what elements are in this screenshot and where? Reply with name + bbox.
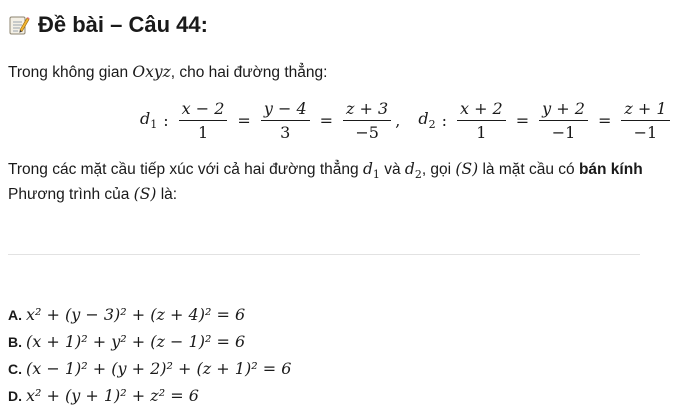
para1-d2-letter: d [404,160,415,178]
d1-z-den: −5 [355,122,379,142]
d1-trail: , [395,110,401,130]
para1-d1 [362,160,380,181]
d1-fraction-y [261,99,310,142]
d1-y-num: y − 4 [261,99,310,121]
para1-text-3: , gọi [421,161,456,178]
equals-sign: = [237,110,251,130]
para1-d2 [404,160,422,181]
problem-title [8,12,208,38]
d2-fraction-x [457,99,506,142]
d1-x-den: 1 [197,122,209,142]
memo-icon [8,14,30,36]
option-d-formula: x² + (y + 1)² + z² = 6 [26,386,199,405]
d2-z-den: −1 [633,122,658,142]
option-c-formula: (x − 1)² + (y + 2)² + (z + 1)² = 6 [26,359,292,378]
d2-fraction-y [539,99,588,142]
equals-sign: = [515,110,530,130]
condition-paragraph [8,160,643,181]
d2-y-num: y + 2 [539,99,588,121]
d2-x-den: 1 [476,122,487,142]
para1-text-4: là mặt cầu có [478,161,579,178]
equals-sign: = [597,110,612,130]
line-d2-name [418,109,435,131]
colon: : [163,110,169,130]
line-d2-letter: d [418,109,429,128]
para1-d1-letter: d [362,160,373,178]
para2-text-2: là: [156,186,178,203]
para1-bold: bán kính [578,161,643,178]
d2-y-den: −1 [551,122,576,142]
option-b-formula: (x + 1)² + y² + (z − 1)² = 6 [26,332,246,351]
option-b-label: B. [8,334,22,350]
option-b[interactable] [8,332,245,351]
para1-d1-sub: 1 [372,168,380,181]
para2-text-1: Phương trình của [8,186,134,203]
para1-sphere: (S) [455,160,479,178]
d1-fraction-x [179,99,228,142]
d1-z-num: z + 3 [343,99,391,121]
d1-fraction-z [343,99,391,142]
option-d-label: D. [8,388,22,404]
line-d1-sub: 1 [150,118,158,131]
section-divider [8,254,640,255]
para2-sphere: (S) [133,185,157,203]
option-c[interactable] [8,359,291,378]
d2-fraction-z [621,99,669,142]
option-a-label: A. [8,307,22,323]
option-a[interactable] [8,305,245,324]
para1-text-1: Trong các mặt cầu tiếp xúc với cả hai đường thẳng [8,161,363,178]
para1-text-2: và [379,161,405,178]
option-d[interactable] [8,386,199,405]
question-paragraph [8,185,177,204]
lines-equation [140,95,674,145]
d2-x-num: x + 2 [457,99,506,121]
intro-space: Oxyz [132,63,171,81]
line-d2-sub: 2 [428,118,436,131]
intro-before: Trong không gian [8,64,133,81]
intro-after: , cho hai đường thẳng: [170,64,328,81]
intro-text [8,63,327,82]
equals-sign: = [319,110,334,130]
d2-z-num: z + 1 [621,99,669,121]
colon: : [441,110,447,130]
line-d1-name [140,109,157,131]
d1-x-num: x − 2 [179,99,228,121]
option-c-label: C. [8,361,22,377]
para1-d2-sub: 2 [414,168,422,181]
option-a-formula: x² + (y − 3)² + (z + 4)² = 6 [26,305,246,324]
d1-y-den: 3 [280,122,291,142]
title-text: Đề bài – Câu 44: [38,12,208,37]
line-d1-letter: d [140,109,151,128]
